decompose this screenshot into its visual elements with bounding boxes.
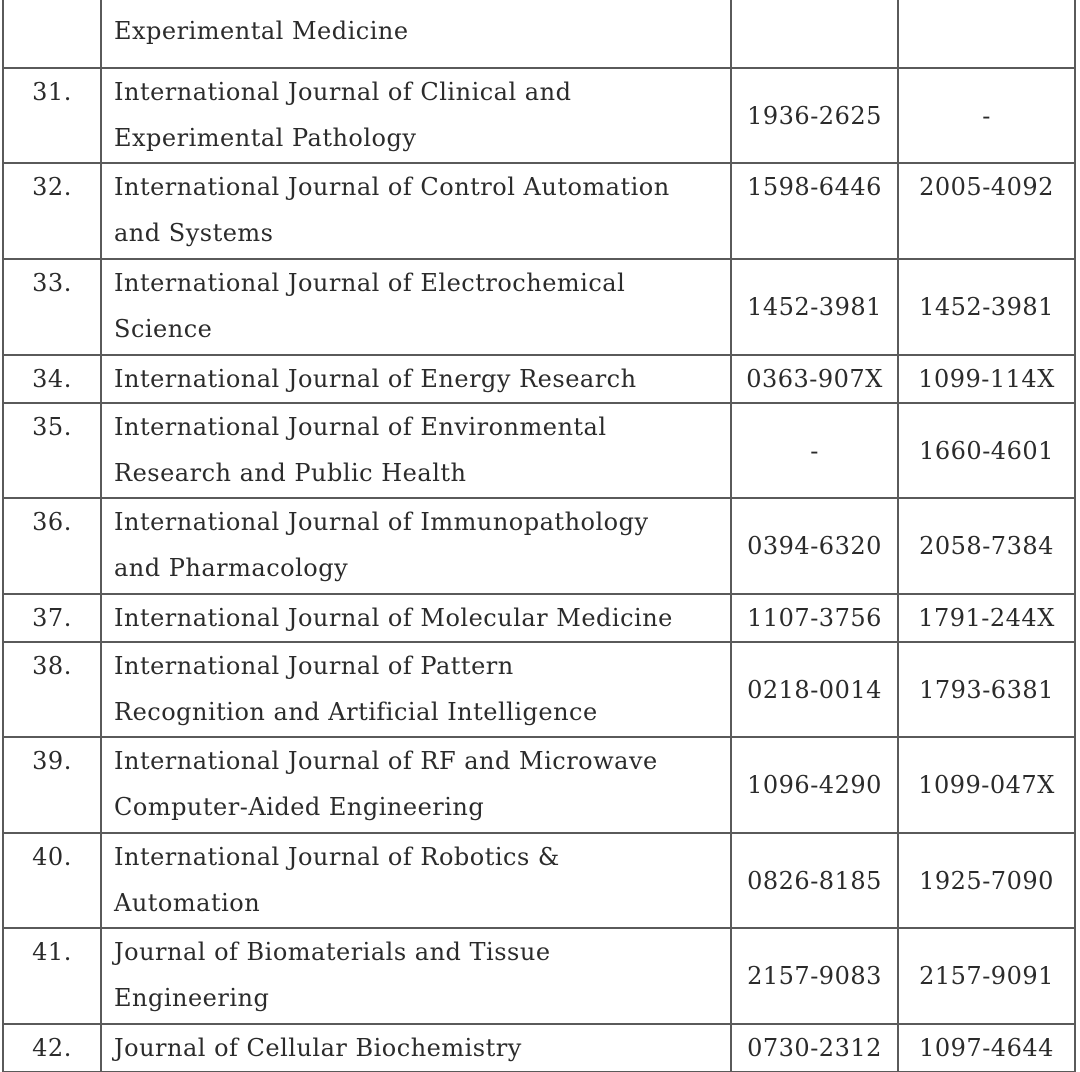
row-number: 39. <box>3 737 101 833</box>
eissn-value: 1793-6381 <box>898 642 1075 737</box>
row-number <box>3 0 101 68</box>
journal-title: International Journal of Control Automation and Systems <box>101 163 731 259</box>
table-row <box>3 833 1075 928</box>
issn-value: 0363-907X <box>731 355 898 403</box>
eissn-value: 1099-114X <box>898 355 1075 403</box>
row-number: 38. <box>3 642 101 737</box>
table-row <box>3 737 1075 833</box>
eissn-value: 1099-047X <box>898 737 1075 833</box>
issn-value: 0730-2312 <box>731 1024 898 1072</box>
row-number: 41. <box>3 928 101 1024</box>
table-row <box>3 403 1075 498</box>
eissn-value: 1660-4601 <box>898 403 1075 498</box>
eissn-value: 2157-9091 <box>898 928 1075 1024</box>
journal-title: International Journal of Pattern Recognition and Artificial Intelligence <box>101 642 731 737</box>
journal-table-body <box>3 0 1075 1072</box>
table-row <box>3 259 1075 355</box>
eissn-value: 1791-244X <box>898 594 1075 642</box>
table-row <box>3 498 1075 594</box>
journal-table <box>2 0 1076 1072</box>
issn-value: 0826-8185 <box>731 833 898 928</box>
issn-value: - <box>731 403 898 498</box>
row-number: 34. <box>3 355 101 403</box>
journal-title: International Journal of Immunopathology and Pharmacology <box>101 498 731 594</box>
row-number: 32. <box>3 163 101 259</box>
row-number: 40. <box>3 833 101 928</box>
row-number: 36. <box>3 498 101 594</box>
issn-value: 2157-9083 <box>731 928 898 1024</box>
issn-value: 0218-0014 <box>731 642 898 737</box>
eissn-value <box>898 0 1075 68</box>
journal-title: International Journal of Robotics & Automation <box>101 833 731 928</box>
table-row <box>3 355 1075 403</box>
journal-title: Experimental Medicine <box>101 0 731 68</box>
issn-value: 1096-4290 <box>731 737 898 833</box>
issn-value: 1936-2625 <box>731 68 898 163</box>
table-row <box>3 0 1075 68</box>
journal-title: International Journal of Energy Research <box>101 355 731 403</box>
row-number: 31. <box>3 68 101 163</box>
journal-title: International Journal of RF and Microwave Computer-Aided Engineering <box>101 737 731 833</box>
eissn-value: 2058-7384 <box>898 498 1075 594</box>
row-number: 33. <box>3 259 101 355</box>
issn-value: 0394-6320 <box>731 498 898 594</box>
row-number: 35. <box>3 403 101 498</box>
issn-value <box>731 0 898 68</box>
row-number: 42. <box>3 1024 101 1072</box>
eissn-value: 1452-3981 <box>898 259 1075 355</box>
table-row <box>3 1024 1075 1072</box>
eissn-value: - <box>898 68 1075 163</box>
row-number: 37. <box>3 594 101 642</box>
journal-title: International Journal of Molecular Medicine <box>101 594 731 642</box>
journal-title: Journal of Cellular Biochemistry <box>101 1024 731 1072</box>
journal-title: Journal of Biomaterials and Tissue Engineering <box>101 928 731 1024</box>
table-row <box>3 928 1075 1024</box>
table-row <box>3 594 1075 642</box>
issn-value: 1452-3981 <box>731 259 898 355</box>
table-row <box>3 642 1075 737</box>
eissn-value: 2005-4092 <box>898 163 1075 259</box>
journal-title: International Journal of Electrochemical Science <box>101 259 731 355</box>
eissn-value: 1097-4644 <box>898 1024 1075 1072</box>
issn-value: 1598-6446 <box>731 163 898 259</box>
issn-value: 1107-3756 <box>731 594 898 642</box>
table-row <box>3 163 1075 259</box>
table-row <box>3 68 1075 163</box>
journal-title: International Journal of Clinical and Experimental Pathology <box>101 68 731 163</box>
journal-title: International Journal of Environmental Research and Public Health <box>101 403 731 498</box>
eissn-value: 1925-7090 <box>898 833 1075 928</box>
